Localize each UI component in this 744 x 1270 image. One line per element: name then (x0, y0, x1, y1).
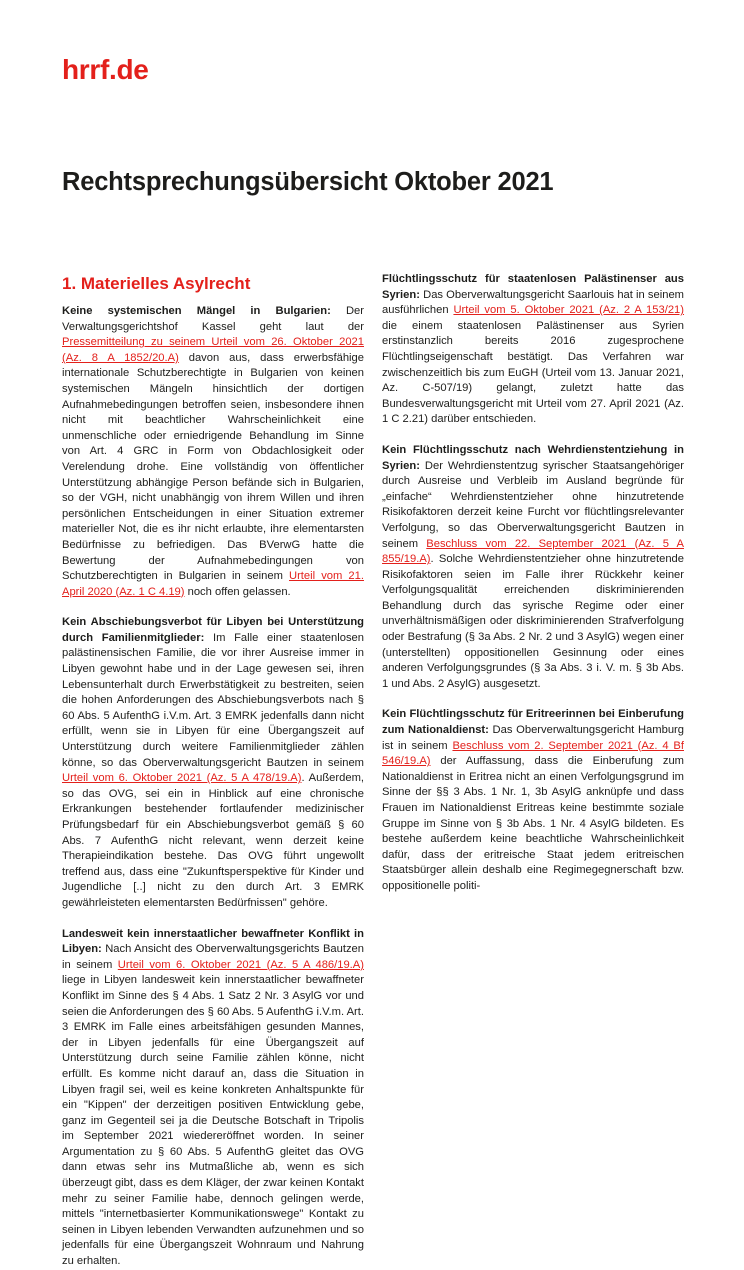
paragraph-title: Kein Abschiebungsverbot für Libyen bei Unterstützung durch Familienmitglieder: (62, 616, 364, 644)
link-pressemitteilung[interactable]: Pressemitteilung zu seinem Urteil vom 26. Oktober 2021 (Az. 8 A 1852/20.A) (62, 336, 364, 364)
link-ovg-bautzen-486[interactable]: Urteil vom 6. Oktober 2021 (Az. 5 A 486/19.A) (117, 958, 364, 971)
paragraph-libyen-familie (62, 615, 364, 911)
page-title: Rechtsprechungsübersicht Oktober 2021 (62, 168, 554, 196)
link-ovg-bautzen-855[interactable]: Beschluss vom 22. September 2021 (Az. 5 A 855/19.A) (382, 537, 684, 566)
paragraph-text: . Solche Wehrdienstentzieher ohne hinzutretende Risikofaktoren seien im Falle ihrer Rückkehr keiner Verfolgungsqualität erreichenden diskriminierenden Behandlung durch das syrische Regime oder einer unverhältnismäßigen oder diskriminierenden Strafverfolgung oder Bestrafung (§ 3a Abs. 2 Nr. 2 und 3 AsylG) wegen einer (unterstellten) oppositionellen Gesinnung oder eines anderen Verfolgungsgrundes (§ 3a Abs. 3 i. V. m. § 3b Abs. 1 und Abs. 2 AsylG) ausgesetzt. (382, 553, 684, 690)
link-bverwg-urteil[interactable]: Urteil vom 21. April 2020 (Az. 1 C 4.19) (62, 570, 364, 598)
paragraph-wehrdienst-syrien (382, 443, 684, 693)
paragraph-libyen-konflikt (62, 927, 364, 1270)
link-ovg-hamburg[interactable]: Beschluss vom 2. September 2021 (Az. 4 Bf 546/19.A) (382, 739, 684, 768)
paragraph-title: Keine systemischen Mängel in Bulgarien: (62, 305, 331, 317)
paragraph-text: noch offen gelassen. (184, 585, 291, 598)
site-logo[interactable]: hrrf.de (62, 54, 149, 85)
link-ovg-bautzen-478[interactable]: Urteil vom 6. Oktober 2021 (Az. 5 A 478/19.A) (62, 772, 302, 785)
text-column-left (62, 272, 364, 1270)
paragraph-title: Landesweit kein innerstaatlicher bewaffneter Konflikt in Libyen: (62, 927, 364, 956)
link-ovg-saarlouis[interactable]: Urteil vom 5. Oktober 2021 (Az. 2 A 153/21) (453, 304, 685, 317)
paragraph-text: . Außerdem, so das OVG, sei ein in Hinblick auf eine chronische Erkrankungen bestehender fortlaufender medizinischer Prüfungsbedarf für ein Abschiebungsverbot gemäß § 60 Abs. 7 AufenthG nicht relevant, wenn derzeit keine Therapieindikation bestehe. Das OVG führt ungewollt treffend aus, dass eine "Zukunftsperspektive für Kinder und Jugendliche [..] nicht zu den durch Art. 3 EMRK gewährleisteten elementarsten Bedürfnissen" gehöre. (62, 772, 364, 909)
paragraph-palaestinenser (382, 272, 684, 428)
paragraph-text: die einem staatenlosen Palästinenser aus Syrien erstinstanzlich bereits 2016 zugesprochene Flüchtlingseigenschaft bestätigt. Das Verfahren war zwischenzeitlich bis zum EuGH (Urteil vom 13. Januar 2021, Az. C-507/19) gelangt, zuletzt hatte das Bundesverwaltungsgericht mit Urteil vom 27. April 2021 (Az. 1 C 2.21) darüber entschieden. (382, 319, 684, 426)
text-column-right (382, 272, 684, 895)
paragraph-title: Kein Flüchtlingsschutz für Eritreerinnen bei Einberufung zum Nationaldienst: (382, 708, 684, 737)
paragraph-title: Kein Flüchtlingsschutz nach Wehrdienstentziehung in Syrien: (382, 443, 684, 472)
paragraph-text: liege in Libyen landesweit kein innerstaatlicher bewaffneter Konflikt im Sinne des § 4 Abs. 1 Satz 2 Nr. 3 AsylG vor und seien die Anforderungen des § 60 Abs. 5 AufenthG i.V.m. Art. 3 EMRK im Falle eines arbeitsfähigen gesunden Mannes, der in Libyen jedenfalls für eine Übergangszeit auf Unterstützung durch seine Familie zählen könne, nicht erfüllt. Es komme nicht darauf an, dass die Situation in Libyen fragil sei, weil es keine konkreten Anhaltspunkte für ein "Kippen" der derzeitigen positiven Entwicklung gebe, ganz im Gegenteil sei ja die Deutsche Botschaft in Tripolis im September 2021 wiedereröffnet worden. In seiner Argumentation zu § 60 Abs. 5 AufenthG gleitet das OVG dann etwas sehr ins Mutmaßliche ab, wenn es sich überzeugt gibt, dass es dem Kläger, der zwar keinen Kontakt mehr zu seiner Familie habe, dennoch gelingen werde, mittels "internetbasierter Kommunikationswege" Kontakt zu seinen in Libyen lebenden Verwandten aufzunehmen und so jedenfalls für eine Übergangszeit Wohnraum und Nahrung zu erhalten. (62, 974, 364, 1268)
paragraph-text: Der Verwaltungsgerichtshof Kassel geht laut der (62, 305, 364, 333)
paragraph-bulgarien (62, 304, 364, 600)
paragraph-eritrea (382, 707, 684, 894)
paragraph-title: Flüchtlingsschutz für staatenlosen Palästinenser aus Syrien: (382, 273, 684, 301)
paragraph-text: Das Oberverwaltungsgericht Hamburg ist in seinem (382, 724, 684, 752)
paragraph-text: Das Oberverwaltungsgericht Saarlouis hat in seinem ausführlichen (382, 288, 684, 317)
paragraph-text: der Auffassung, dass die Einberufung zum Nationaldienst in Eritrea nicht an einen Verfolgungsgrund im Sinne der §§ 3 Abs. 1 Nr. 1, 3b AsylG anknüpfe und dass Frauen im Nationaldienst Eritreas keine bestimmte soziale Gruppe im Sinne von § 3b Abs. 1 Nr. 4 AsylG bildeten. Es bestehe außerdem keine beachtliche Wahrscheinlichkeit dafür, dass der eritreische Staat jedem eritreischen Staatsbürger allein deshalb eine Regimegegnerschaft bzw. oppositionelle politi- (382, 755, 684, 892)
paragraph-text: Nach Ansicht des Oberverwaltungsgerichts Bautzen in seinem (62, 943, 364, 971)
section-heading: 1. Materielles Asylrecht (62, 274, 251, 293)
paragraph-text: davon aus, dass erwerbsfähige internationale Schutzberechtigte in Bulgarien von keinen systemischen Mängeln hinsichtlich der dortigen Aufnahmebedingungen betroffen seien, insbesondere ihnen nicht mit beachtlicher Wahrscheinlichkeit eine unmenschliche oder erniedrigende Behandlung im Sinne von Art. 4 GRC in Form von Obdachlosigkeit oder Verelendung drohe. Eine vollständig von öffentlicher Unterstützung abhängige Person befände sich in Bulgarien, so der VGH, nicht unabhängig von ihrem Willen und ihren persönlichen Entscheidungen in einer Situation extremer materieller Not, die es ihr nicht erlaubte, ihre elementarsten Bedürfnisse zu befriedigen. Das BVerwG hatte die Bewertung der Aufnahmebedingungen von Schutzberechtigten in Bulgarien in seinem (62, 351, 364, 583)
paragraph-text: Der Wehrdienstentzug syrischer Staatsangehöriger durch Ausreise und Verbleib im Ausland begründe für „einfache“ Wehrdienstentzieher ohne hinzutretende Risikofaktoren derzeit keine Furcht vor flüchtlingsrelevanter Verfolgung, so das Oberverwaltungsgericht Bautzen in seinem (382, 459, 684, 550)
paragraph-text: Im Falle einer staatenlosen palästinensischen Familie, die vor ihrer Ausreise immer in Libyen gewohnt habe und in der Lage gewesen sei, ihren Lebensunterhalt durch Erwerbstätigkeit zu bestreiten, seien die hohen Anforderungen des Abschiebungsverbots nach § 60 Abs. 5 AufenthG i.V.m. Art. 3 EMRK jedenfalls dann nicht erfüllt, wenn sie in Libyen für eine Übergangszeit auf Unterstützung durch weitere Familienmitglieder zählen könne, so das Oberverwaltungsgericht Bautzen in seinem (62, 631, 364, 769)
